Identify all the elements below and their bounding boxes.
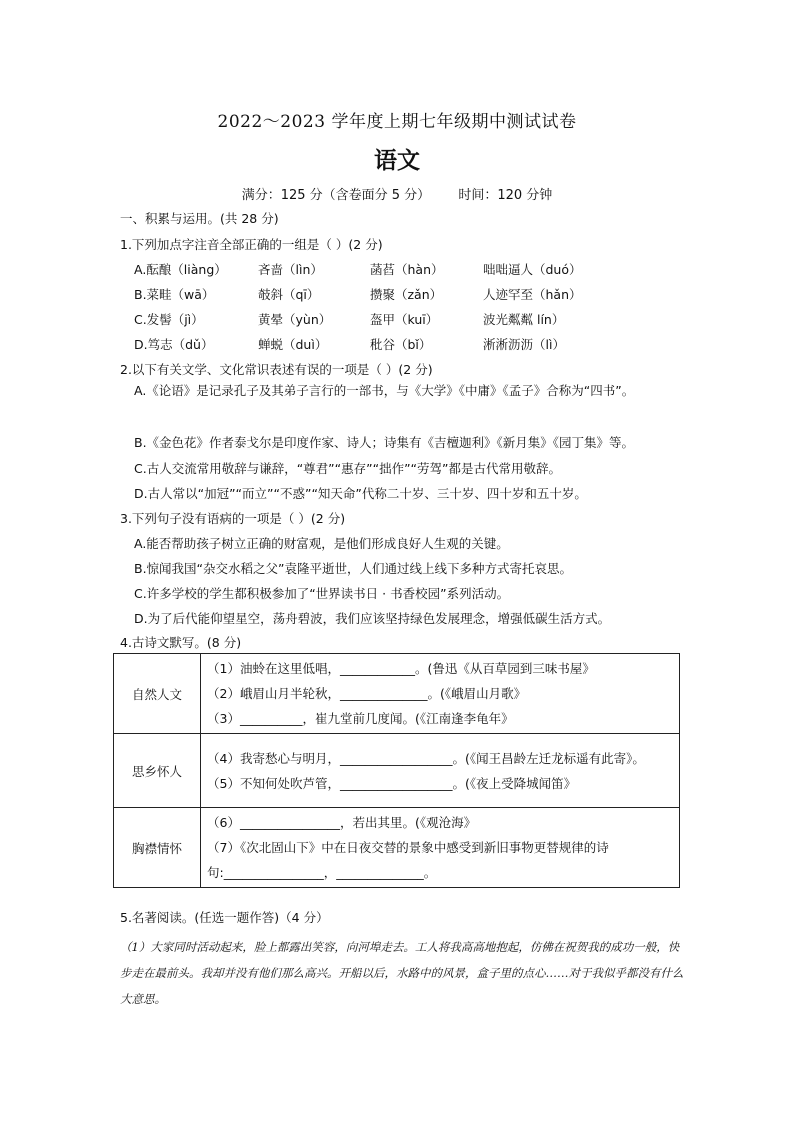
section-heading: 一、积累与运用。(共 28 分) [120, 211, 279, 226]
q1-d-2: 蝉蜕（duì） [258, 337, 328, 352]
q3-stem: 3.下列句子没有语病的一项是（ ）(2 分) [120, 511, 346, 526]
q5-stem: 5.名著阅读。(任选一题作答)（4 分） [120, 910, 329, 925]
q1-b-1: B.菜畦（wā） [134, 287, 215, 302]
q3-option-d: D.为了后代能仰望星空，荡舟碧波，我们应该坚持绿色发展理念，增强低碳生活方式。 [134, 611, 611, 626]
q4-stem: 4.古诗文默写。(8 分) [120, 635, 242, 650]
poem-item: （3）__________，崔九堂前几度闻。(《江南逢李龟年》 [207, 711, 514, 726]
poem-item: （6）________________，若出其里。(《观沧海》 [207, 815, 477, 830]
q1-b-4: 人迹罕至（hǎn） [483, 287, 582, 302]
q1-c-2: 黄晕（yùn） [258, 312, 332, 327]
q3-option-a: A.能否帮助孩子树立正确的财富观，是他们形成良好人生观的关键。 [134, 536, 509, 551]
q1-a-2: 吝啬（lìn） [258, 262, 323, 277]
poem-dictation-table [113, 653, 680, 888]
reading-passage: （1）大家同时活动起来，脸上都露出笑容，向河埠走去。工人将我高高地抱起，仿佛在祝贺我的成功一般，快步走在最前头。我却并没有他们那么高兴。开船以后，水路中的风景，盒子里的点心……对于我似乎都没有什么大意思。 [120, 940, 684, 1006]
table-row [114, 808, 680, 888]
exam-meta [0, 184, 794, 203]
category-cell: 思乡怀人 [114, 734, 201, 808]
q1-d-3: 秕谷（bǐ） [370, 337, 432, 352]
q1-c-1: C.发髻（jì） [134, 312, 204, 327]
poem-item: （7）《次北固山下》中在日夜交替的景象中感受到新旧事物更替规律的诗句:________________，______________。 [207, 840, 609, 880]
items-cell [201, 808, 680, 888]
q1-b-2: 攲斜（qī） [258, 287, 320, 302]
q2-option-a: A.《论语》是记录孔子及其弟子言行的一部书，与《大学》《中庸》《孟子》合称为“四书”。 [134, 383, 635, 398]
q1-a-1: A.酝酿（liàng） [134, 262, 227, 277]
table-row [114, 654, 680, 734]
poem-item: （4）我寄愁心与明月，__________________。(《闻王昌龄左迁龙标遥有此寄》。 [207, 750, 645, 766]
q1-a-4: 咄咄逼人（duó） [483, 262, 582, 277]
q1-d-1: D.笃志（dǔ） [134, 337, 214, 352]
items-cell [201, 734, 680, 808]
q3-option-c: C.许多学校的学生都积极参加了“世界读书日 · 书香校园”系列活动。 [134, 586, 510, 601]
q1-c-4: 波光粼粼 lín） [483, 312, 565, 327]
category-cell: 自然人文 [114, 654, 201, 734]
q1-c-3: 盔甲（kuī） [370, 312, 439, 327]
subject-title: 语文 [374, 147, 420, 174]
total-score: 满分：125 分（含卷面分 5 分） [241, 188, 431, 203]
poem-item: （2）峨眉山月半轮秋，______________。(《峨眉山月歌》 [207, 686, 527, 701]
exam-title: 2022～2023 学年度上期七年级期中测试试卷 [217, 112, 577, 132]
table-row [114, 734, 680, 808]
poem-item: （5）不知何处吹芦管，__________________。(《夜上受降城闻笛》 [207, 775, 577, 791]
q1-stem: 1.下列加点字注音全部正确的一组是（ ）(2 分) [120, 237, 383, 252]
exam-time: 时间：120 分钟 [458, 188, 553, 203]
items-cell [201, 654, 680, 734]
q2-option-b: B.《金色花》作者泰戈尔是印度作家、诗人；诗集有《吉檀迦利》《新月集》《园丁集》等。 [134, 435, 635, 450]
q1-a-3: 菡萏（hàn） [370, 262, 444, 277]
q2-stem: 2.以下有关文学、文化常识表述有误的一项是（ ）(2 分) [120, 362, 433, 377]
q1-d-4: 淅淅沥沥（lì） [483, 337, 565, 352]
q3-option-b: B.惊闻我国“杂交水稻之父”袁隆平逝世，人们通过线上线下多种方式寄托哀思。 [134, 561, 573, 576]
poem-item: （1）油蛉在这里低唱，____________。(鲁迅《从百草园到三味书屋》 [207, 661, 595, 676]
category-cell: 胸襟情怀 [114, 808, 201, 888]
q2-option-d: D.古人常以“加冠”“而立”“不惑”“知天命”代称二十岁、三十岁、四十岁和五十岁。 [134, 486, 587, 501]
q1-b-3: 攒聚（zǎn） [370, 287, 443, 302]
q2-option-c: C.古人交流常用敬辞与谦辞，“尊君”“惠存”“拙作”“劳驾”都是古代常用敬辞。 [134, 461, 562, 476]
